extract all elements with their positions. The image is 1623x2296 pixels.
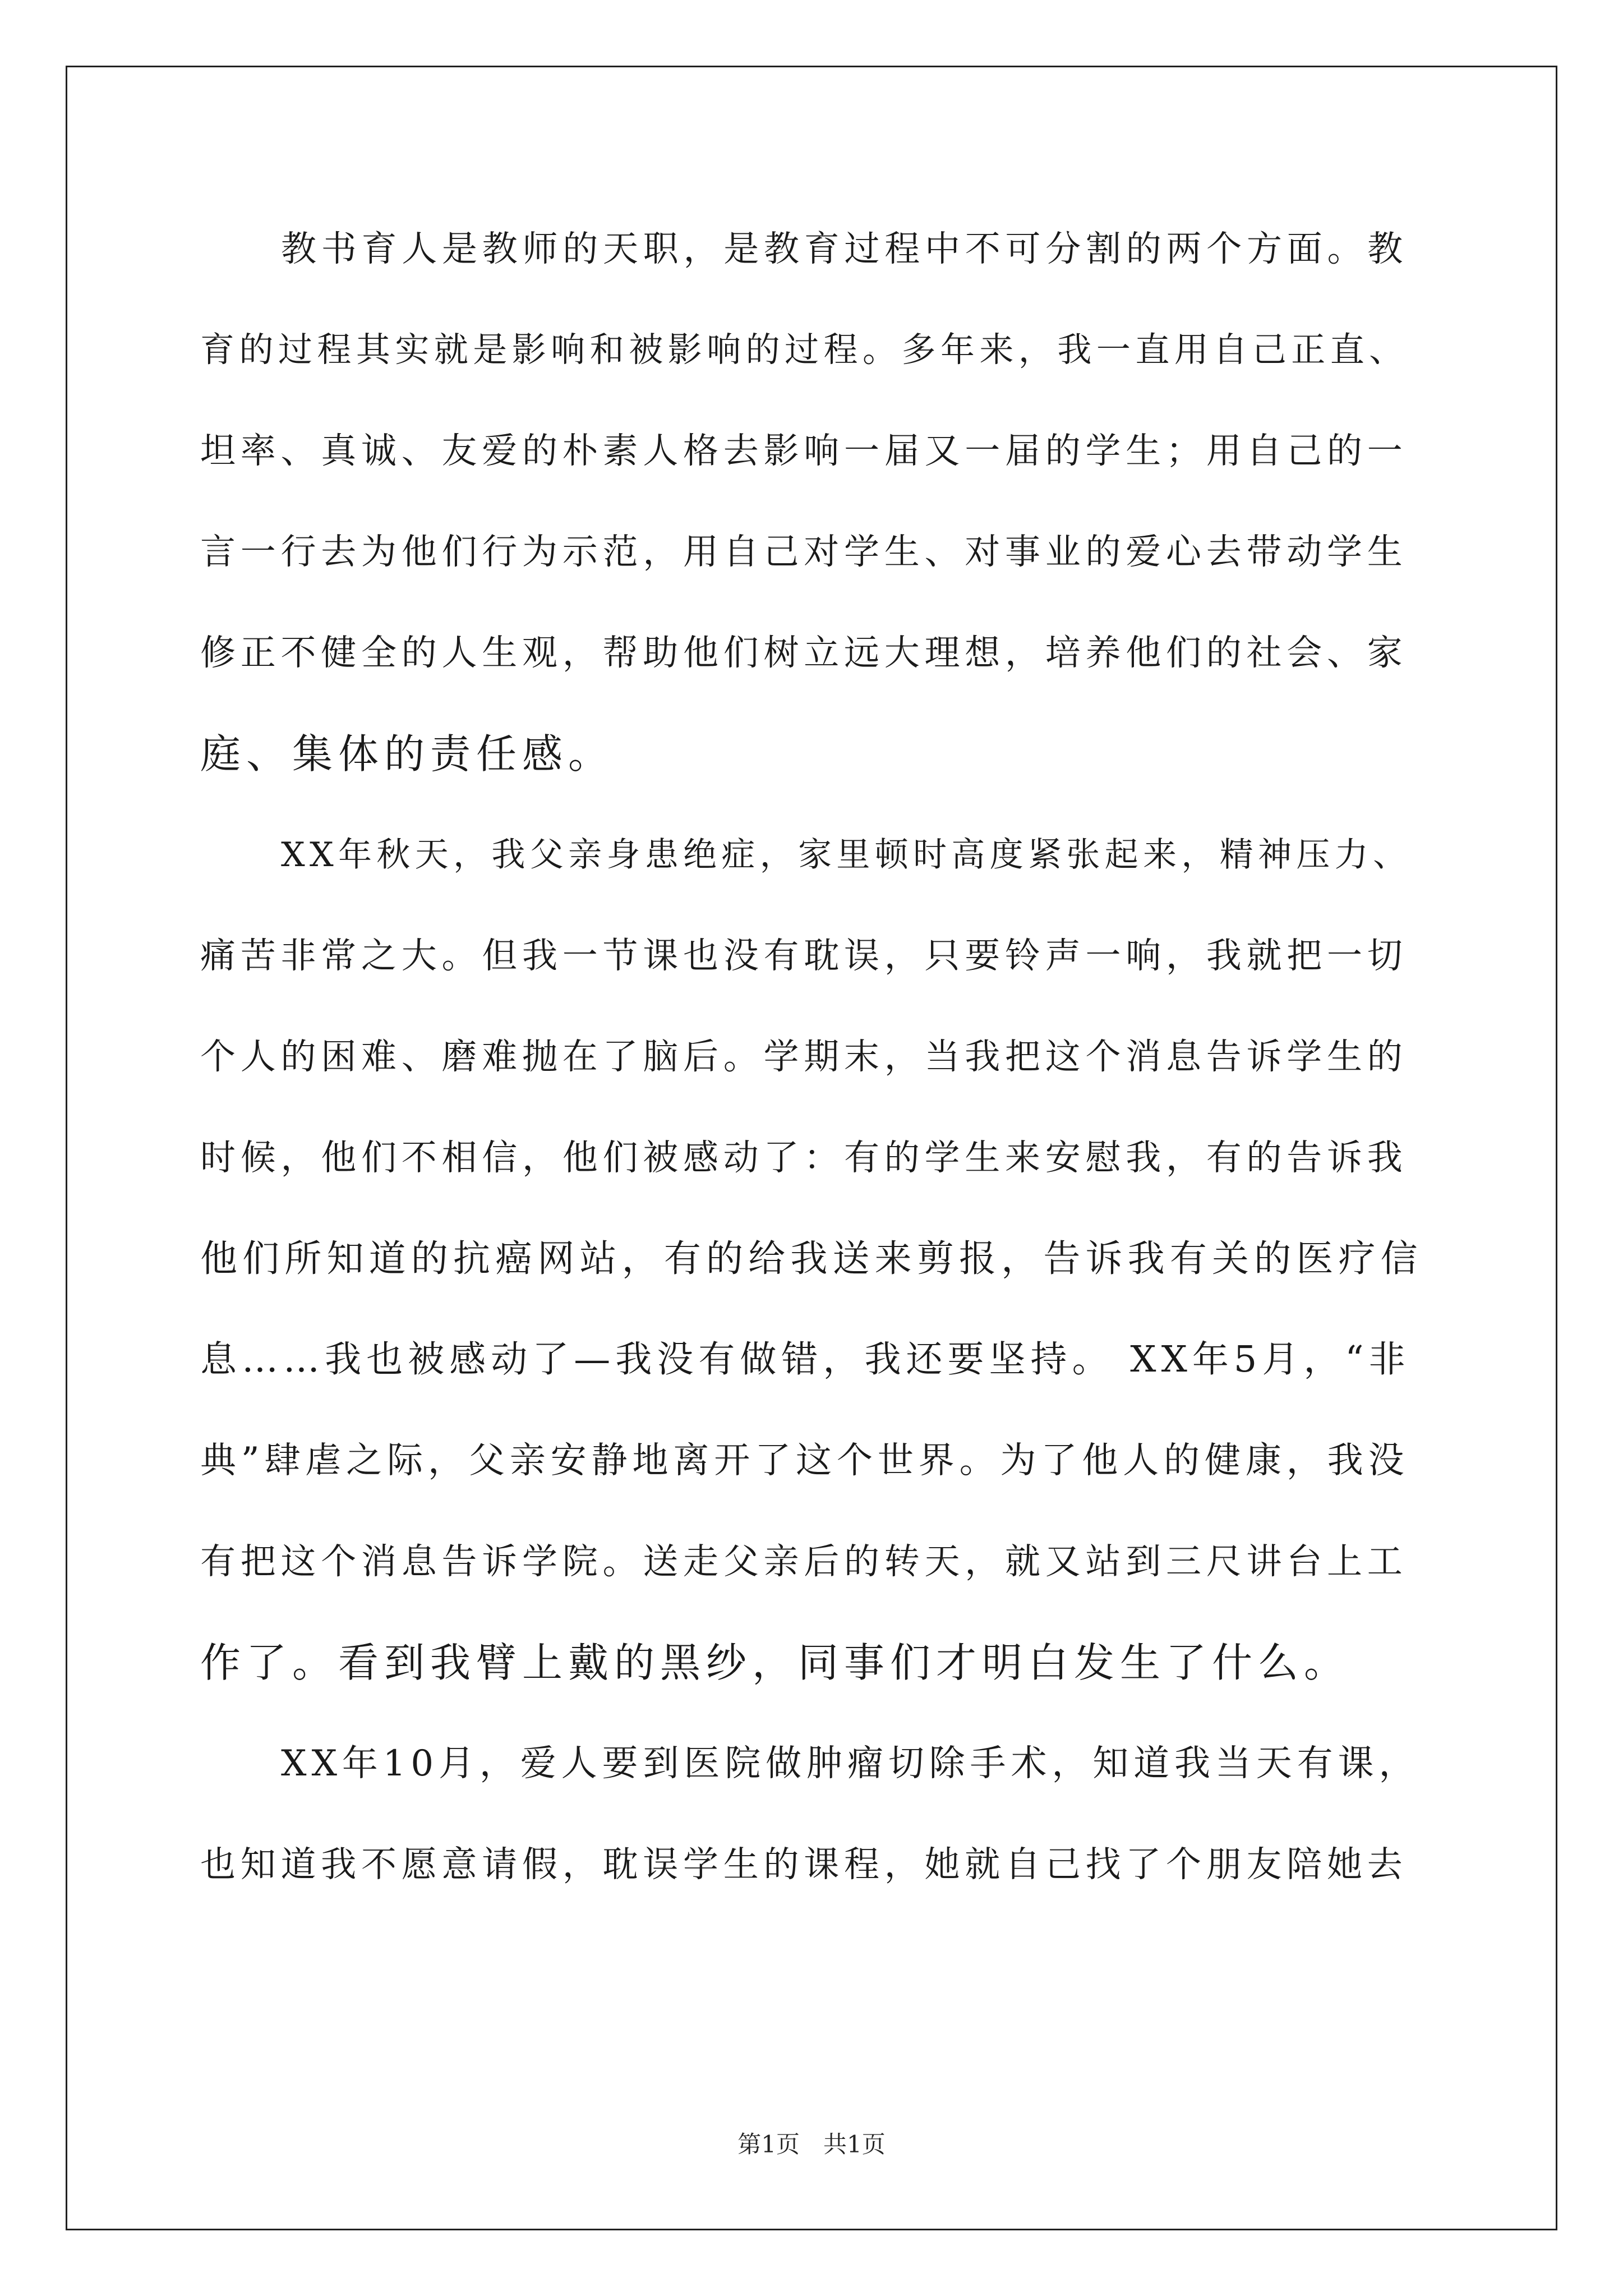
text-line: 庭、集体的责任感。: [200, 730, 615, 777]
text-line: 作了。看到我臂上戴的黑纱，同事们才明白发生了什么。: [200, 1639, 1350, 1686]
text-line: 言一行去为他们行为示范，用自己对学生、对事业的爱心去带动学生: [200, 531, 1408, 572]
text-line: XX年秋天，我父亲身患绝症，家里顿时高度紧张起来，精神压力、: [281, 835, 1412, 875]
text-line: 修正不健全的人生观，帮助他们树立远大理想，培养他们的社会、家: [200, 632, 1408, 673]
text-line: 有把这个消息告诉学院。送走父亲后的转天，就又站到三尺讲台上工: [200, 1541, 1408, 1582]
text-line: 时候，他们不相信，他们被感动了：有的学生来安慰我，有的告诉我: [200, 1137, 1408, 1178]
paragraph-1: [200, 219, 1423, 825]
page-number-label: 第1页 共1页: [737, 2131, 886, 2158]
text-line: 教书育人是教师的天职，是教育过程中不可分割的两个方面。教: [281, 228, 1408, 269]
paragraph-3: [200, 1733, 1423, 1935]
page-footer: [0, 2129, 1623, 2160]
text-line: 育的过程其实就是影响和被影响的过程。多年来，我一直用自己正直、: [200, 330, 1408, 370]
text-line: 息……我也被感动了—我没有做错，我还要坚持。 XX年5月，“非: [200, 1338, 1410, 1381]
text-line: 也知道我不愿意请假，耽误学生的课程，她就自己找了个朋友陪她去: [200, 1844, 1408, 1885]
text-line: 痛苦非常之大。但我一节课也没有耽误，只要铃声一响，我就把一切: [200, 935, 1408, 976]
text-line: 他们所知道的抗癌网站，有的给我送来剪报，告诉我有关的医疗信: [200, 1237, 1423, 1280]
text-line: 坦率、真诚、友爱的朴素人格去影响一届又一届的学生；用自己的一: [200, 430, 1408, 471]
paragraph-2: [200, 825, 1423, 1733]
text-line: 典”肆虐之际，父亲安静地离开了这个世界。为了他人的健康，我没: [200, 1440, 1409, 1481]
text-line: 个人的困难、磨难抛在了脑后。学期末，当我把这个消息告诉学生的: [200, 1036, 1408, 1077]
text-line: XX年10月，爱人要到医院做肿瘤切除手术，知道我当天有课，: [281, 1743, 1420, 1784]
document-body: [200, 219, 1423, 1935]
